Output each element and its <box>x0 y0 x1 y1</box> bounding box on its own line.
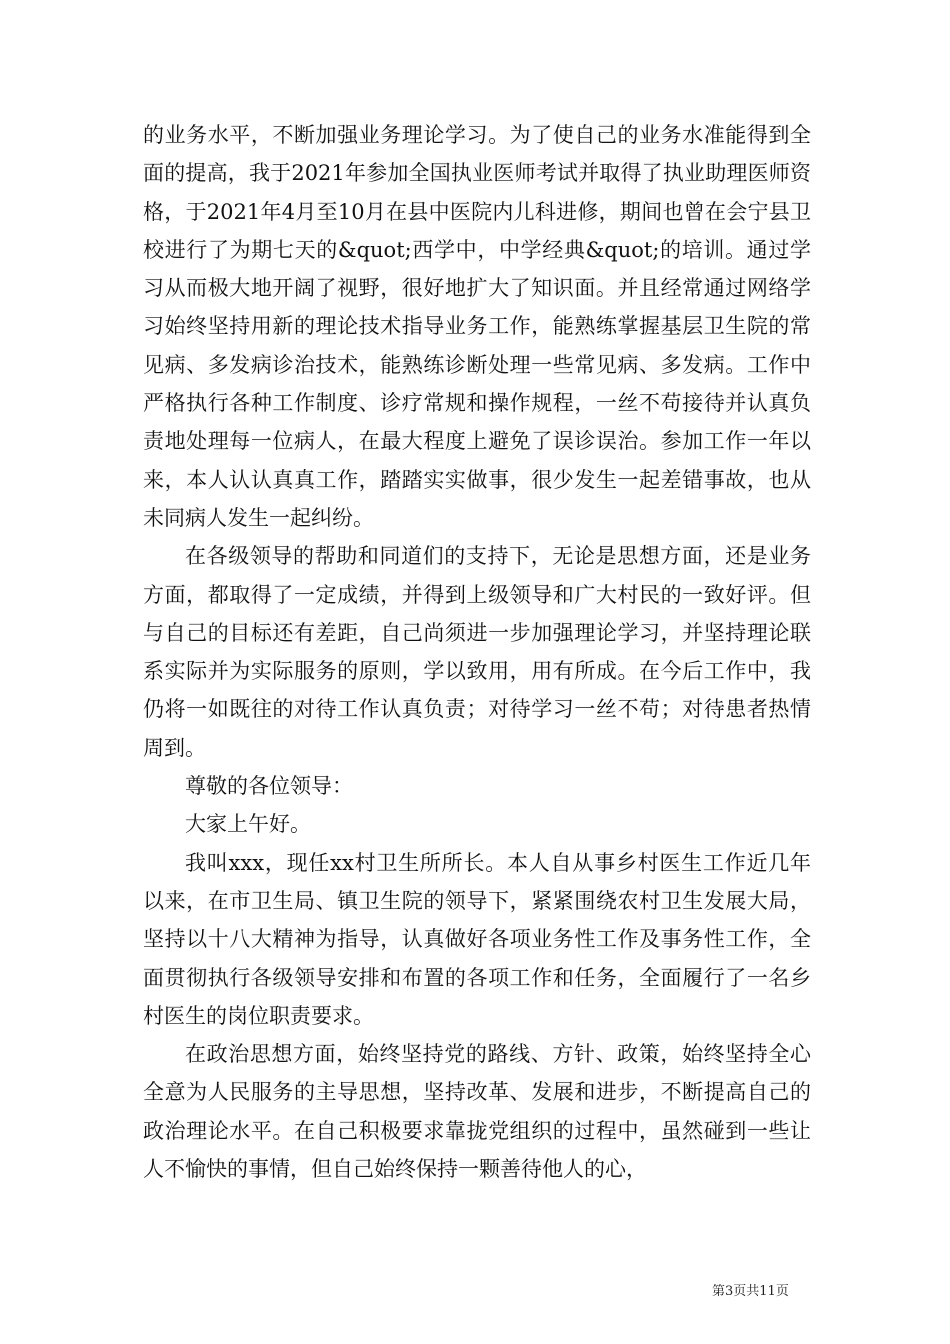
paragraph-political-thought: 在政治思想方面，始终坚持党的路线、方针、政策，始终坚持全心全意为人民服务的主导思想，坚持改革、发展和进步，不断提高自己的政治理论水平。在自己积极要求靠拢党组织的过程中，虽然碰到一些让人不愉快的事情，但自己始终保持一颗善待他人的心， <box>143 1042 811 1182</box>
paragraph-2: 在各级领导的帮助和同道们的支持下，无论是思想方面，还是业务方面，都取得了一定成绩，并得到上级领导和广大村民的一致好评。但与自己的目标还有差距，自己尚须进一步加强理论学习，并坚持理论联系实际并为实际服务的原则，学以致用，用有所成。在今后工作中，我仍将一如既往的对待工作认真负责；对待学习一丝不苟；对待患者热情周到。 <box>143 544 811 760</box>
paragraph-1: 的业务水平，不断加强业务理论学习。为了使自己的业务水准能得到全面的提高，我于2021年参加全国执业医师考试并取得了执业助理医师资格，于2021年4月至10月在县中医院内儿科进修，期间也曾在会宁县卫校进行了为期七天的&quot;西学中，中学经典&quot;的培训。通过学习从而极大地开阔了视野，很好地扩大了知识面。并且经常通过网络学习始终坚持用新的理论技术指导业务工作，能熟练掌握基层卫生院的常见病、多发病诊治技术，能熟练诊断处理一些常见病、多发病。工作中严格执行各种工作制度、诊疗常规和操作规程，一丝不苟接待并认真负责地处理每一位病人，在最大程度上避免了误诊误治。参加工作一年以来，本人认认真真工作，踏踏实实做事，很少发生一起差错事故，也从未同病人发生一起纠纷。 <box>143 123 811 530</box>
page-number: 第3页共11页 <box>712 1284 789 1299</box>
salutation: 尊敬的各位领导： <box>185 774 353 799</box>
paragraph-introduction: 我叫xxx，现任xx村卫生所所长。本人自从事乡村医生工作近几年以来，在市卫生局、镇卫生院的领导下，紧紧围绕农村卫生发展大局，坚持以十八大精神为指导，认真做好各项业务性工作及事务性工作，全面贯彻执行各级领导安排和布置的各项工作和任务，全面履行了一名乡村医生的岗位职责要求。 <box>143 850 811 1028</box>
greeting: 大家上午好。 <box>185 812 311 837</box>
document-body <box>143 116 811 1188</box>
